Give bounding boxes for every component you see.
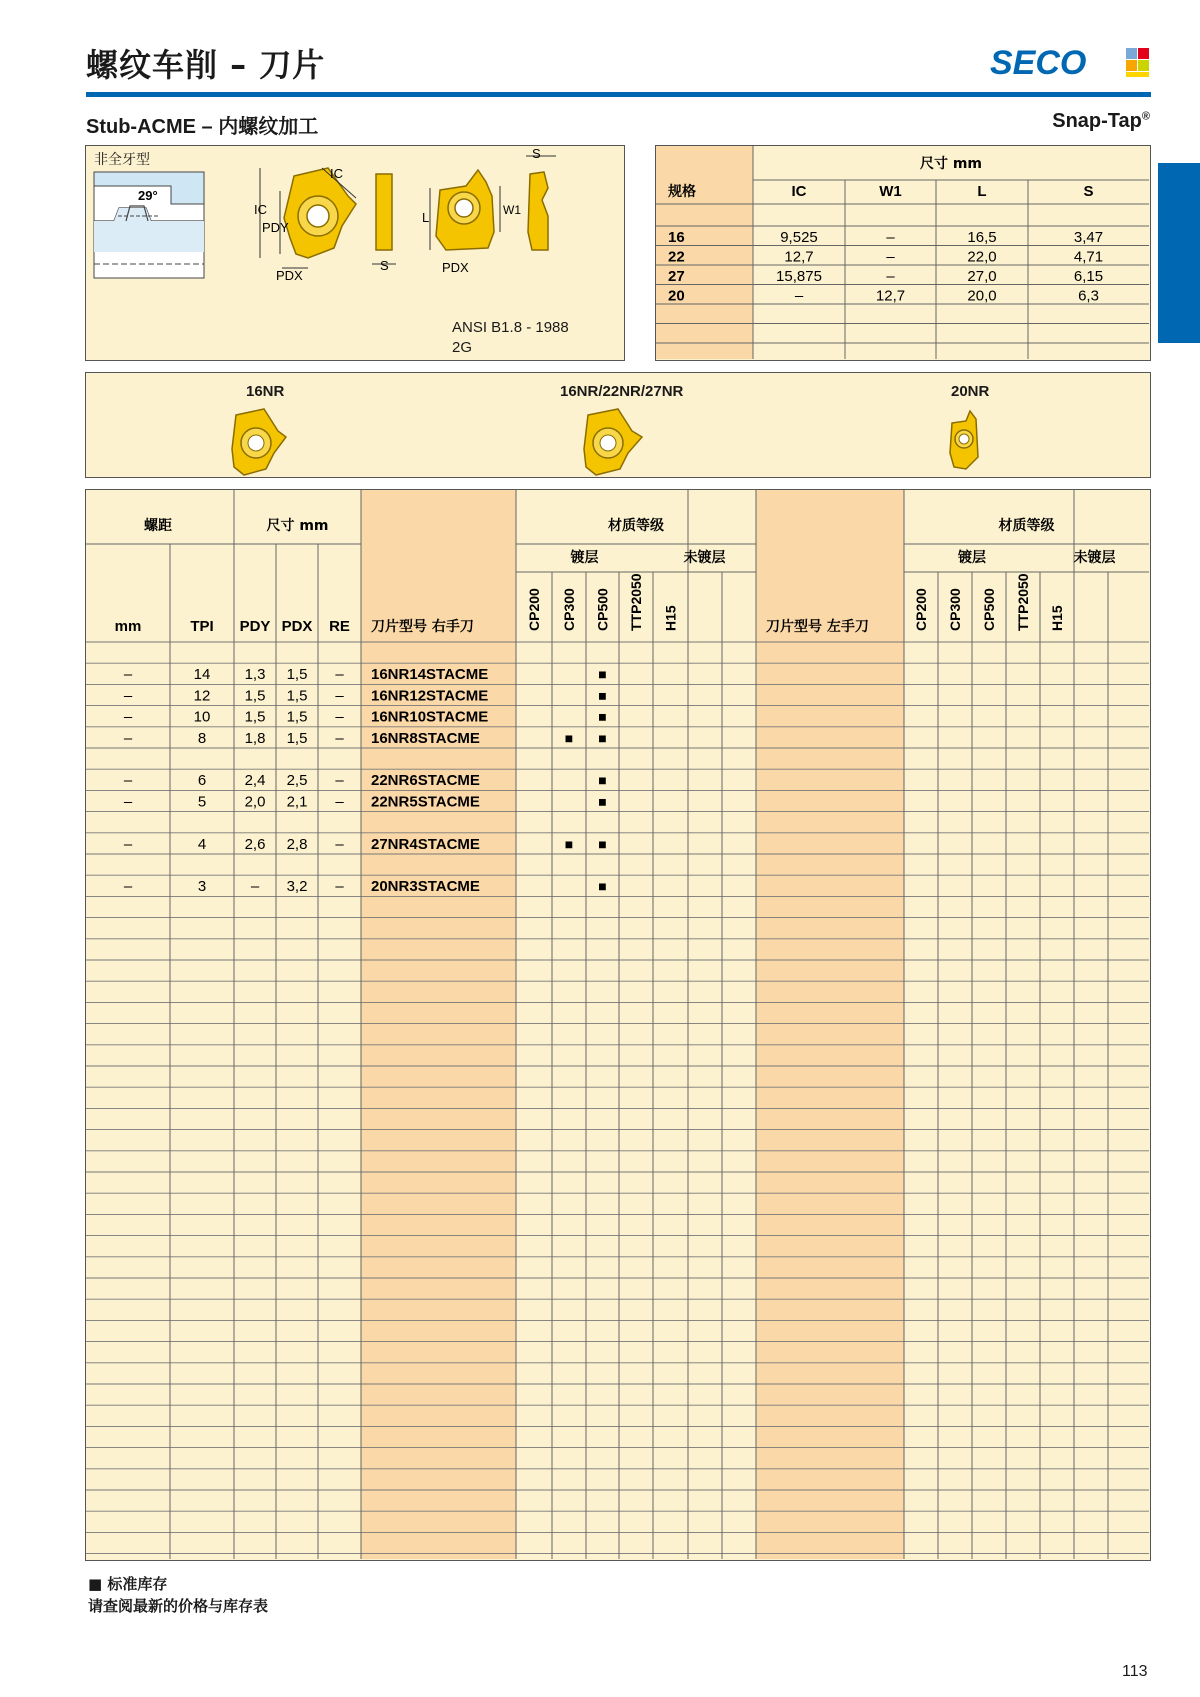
stock-marker: ■: [598, 772, 607, 789]
grade-header: TTP2050: [628, 573, 644, 631]
table-cell: 1,3: [244, 666, 266, 684]
table-cell: 5: [197, 793, 207, 811]
insert-code: 16NR10STACME: [371, 708, 489, 726]
insert-type-label-20nr: 20NR: [951, 383, 990, 400]
dim-label-ic: IC: [330, 166, 343, 181]
table-cell: –: [335, 708, 344, 726]
table-cell: 3: [197, 878, 207, 896]
table-cell: 12: [193, 687, 211, 705]
dims-value-cell: 9,525: [780, 229, 818, 246]
size-header: 规格: [668, 184, 696, 200]
dims-size-cell: 20: [668, 287, 685, 305]
insert-icon-16nr: [232, 409, 286, 475]
dims-col-header: W1: [879, 183, 902, 200]
legend-stock: [88, 1573, 268, 1595]
insert-front-view: [254, 166, 356, 283]
insert-code: 22NR5STACME: [371, 793, 480, 811]
table-cell: 6: [197, 772, 207, 790]
dims-header: 尺寸 mm: [266, 518, 329, 534]
grade-header: H15: [662, 605, 679, 631]
table-cell: 1,5: [244, 687, 266, 705]
dim-label-pdx2: PDX: [442, 260, 469, 275]
table-cell: 1,5: [244, 708, 266, 726]
dims-value-cell: 16,5: [967, 229, 997, 246]
stock-marker: ■: [598, 729, 607, 746]
dims-value-cell: 12,7: [875, 287, 906, 305]
table-cell: –: [335, 687, 344, 705]
insert-code: 22NR6STACME: [371, 772, 480, 790]
right-code-header: 刀片型号 右手刀: [371, 619, 474, 635]
legend-note: 请查阅最新的价格与库存表: [88, 1597, 269, 1615]
legend-marker: ■: [88, 1575, 103, 1593]
dims-value-cell: –: [886, 229, 895, 246]
uncoated-header-right: 未镀层: [683, 550, 726, 566]
table-cell: –: [335, 793, 344, 811]
table-cell: –: [335, 666, 344, 684]
dims-value-cell: 15,875: [776, 268, 822, 285]
dim-label-w1: W1: [503, 203, 521, 217]
grade-header: CP500: [981, 588, 997, 631]
pitch-header: 螺距: [144, 518, 172, 534]
inserts-table: [85, 489, 1151, 1561]
dims-col-header: L: [977, 183, 987, 200]
table-cell: –: [335, 878, 344, 896]
insert-code: 16NR12STACME: [371, 687, 489, 705]
coated-header-right: 镀层: [570, 550, 599, 566]
dims-value-cell: 6,3: [1078, 287, 1099, 305]
page-number: 113: [1122, 1663, 1148, 1680]
grade-header: CP300: [947, 588, 963, 631]
dim-label-s: S: [380, 258, 389, 273]
insert-type-label-16nr: 16NR: [246, 383, 285, 400]
grade-header: CP300: [561, 588, 577, 631]
dims-value-cell: 3,47: [1073, 229, 1104, 246]
insert-icon-20nr: [950, 411, 978, 469]
table-cell: –: [123, 708, 133, 726]
profile-diagram-panel: [85, 145, 625, 361]
stock-marker: ■: [598, 835, 607, 852]
insert-20nr-front-view: [422, 170, 521, 275]
standard-class: 2G: [452, 339, 473, 356]
dims-value-cell: –: [886, 268, 895, 285]
dims-size-cell: 27: [668, 268, 685, 285]
dims-value-cell: 12,7: [784, 248, 814, 266]
grade-header: CP200: [913, 588, 929, 631]
table-cell: –: [123, 835, 133, 853]
dims-value-cell: 6,15: [1073, 268, 1104, 285]
table-cell: 1,5: [286, 729, 308, 747]
insert-side-view: [372, 174, 396, 273]
dims-value-cell: 4,71: [1073, 248, 1104, 266]
dims-size-cell: 22: [668, 248, 685, 266]
insert-type-icons: [86, 373, 1149, 476]
legend: [88, 1573, 268, 1617]
grade-header-left: 材质等级: [998, 518, 1055, 534]
chapter-tab: [1158, 163, 1200, 343]
insert-code: 27NR4STACME: [371, 835, 480, 853]
stock-marker: ■: [564, 835, 574, 852]
inserts-grid: [86, 490, 1149, 1559]
dim-label-l2: L: [422, 210, 430, 225]
dims-value-cell: –: [794, 287, 804, 305]
table-cell: –: [250, 878, 260, 896]
table-cell: 8: [197, 729, 207, 747]
table-cell: 2,1: [286, 793, 308, 811]
table-cell: 2,5: [286, 772, 308, 790]
table-cell: –: [335, 835, 344, 853]
insert-icon-16-22-27nr: [584, 409, 642, 475]
table-cell: 1,5: [286, 666, 308, 684]
dim-label-pdy: PDY: [262, 220, 289, 235]
table-cell: 2,6: [244, 835, 266, 853]
table-cell: –: [123, 793, 133, 811]
dimensions-grid: [656, 146, 1149, 359]
insert-types-panel: [85, 372, 1151, 478]
table-cell: 2,8: [286, 835, 308, 853]
registered-mark: ®: [1141, 110, 1150, 123]
sub-header: mm: [114, 618, 142, 635]
diagram-label: 非全牙型: [94, 152, 150, 168]
dim-label-pdx: PDX: [276, 268, 303, 283]
right-code-column-fill: [361, 490, 516, 1559]
dims-value-cell: 22,0: [967, 248, 997, 266]
table-cell: –: [123, 878, 133, 896]
sub-header: PDY: [239, 618, 271, 635]
dims-col-header: IC: [791, 183, 807, 200]
sub-header: PDX: [281, 618, 313, 635]
dims-value-cell: 20,0: [967, 287, 997, 305]
seco-logo: [990, 44, 1150, 80]
left-code-column-fill: [756, 490, 904, 1559]
table-cell: 10: [193, 708, 211, 726]
sub-header: RE: [329, 618, 350, 635]
insert-type-label-16-22-27nr: 16NR/22NR/27NR: [560, 383, 684, 400]
table-cell: 1,5: [286, 708, 308, 726]
stock-marker: ■: [564, 729, 574, 746]
table-cell: –: [335, 729, 344, 747]
dims-value-cell: 27,0: [967, 268, 997, 285]
table-cell: –: [123, 687, 133, 705]
logo-text: SECO: [990, 44, 1087, 80]
table-cell: 14: [193, 666, 211, 684]
stock-marker: ■: [598, 687, 607, 704]
left-code-header: 刀片型号 左手刀: [766, 619, 869, 635]
header-rule: [86, 92, 1151, 97]
table-cell: –: [335, 772, 344, 790]
grade-header-right: 材质等级: [608, 518, 664, 534]
table-cell: –: [123, 729, 133, 747]
uncoated-header-left: 未镀层: [1073, 550, 1116, 566]
grade-header: CP200: [526, 588, 542, 631]
insert-code: 16NR14STACME: [371, 666, 489, 684]
thread-profile-sketch: [94, 172, 204, 278]
insert-code: 20NR3STACME: [371, 878, 480, 896]
table-cell: 2,0: [244, 793, 266, 811]
standard-name: ANSI B1.8 - 1988: [452, 319, 569, 336]
thread-standard: [452, 318, 569, 358]
table-cell: –: [123, 666, 133, 684]
dims-group-header: 尺寸 mm: [919, 156, 983, 172]
profile-angle: 29°: [138, 188, 158, 203]
dim-label-s2: S: [532, 146, 541, 161]
grade-header: CP500: [594, 588, 611, 631]
dim-label-l: IC: [254, 202, 267, 217]
grade-header: H15: [1049, 605, 1065, 631]
insert-20nr-side-view: [526, 146, 556, 250]
table-cell: 2,4: [244, 772, 266, 790]
section-subtitle: Stub-ACME – 内螺纹加工: [86, 116, 319, 138]
dimensions-table: [655, 145, 1151, 361]
table-cell: 1,5: [286, 687, 308, 705]
table-cell: 1,8: [244, 729, 266, 747]
table-cell: 3,2: [286, 878, 308, 896]
dims-col-header: S: [1083, 183, 1094, 200]
stock-marker: ■: [598, 793, 607, 810]
dims-value-cell: –: [886, 248, 895, 266]
stock-marker: ■: [598, 708, 607, 725]
dims-size-cell: 16: [668, 229, 685, 246]
grade-header: TTP2050: [1015, 573, 1031, 631]
legend-stock-text: 标准库存: [107, 1575, 168, 1593]
product-brand: Snap-Tap®: [1052, 110, 1150, 132]
stock-marker: ■: [598, 878, 607, 895]
stock-marker: ■: [598, 666, 607, 683]
coated-header-left: 镀层: [958, 550, 986, 566]
table-cell: –: [123, 772, 133, 790]
page-title: 螺纹车削 – 刀片: [86, 46, 326, 84]
insert-code: 16NR8STACME: [371, 729, 480, 747]
sub-header: TPI: [190, 618, 214, 635]
table-cell: 4: [197, 835, 207, 853]
